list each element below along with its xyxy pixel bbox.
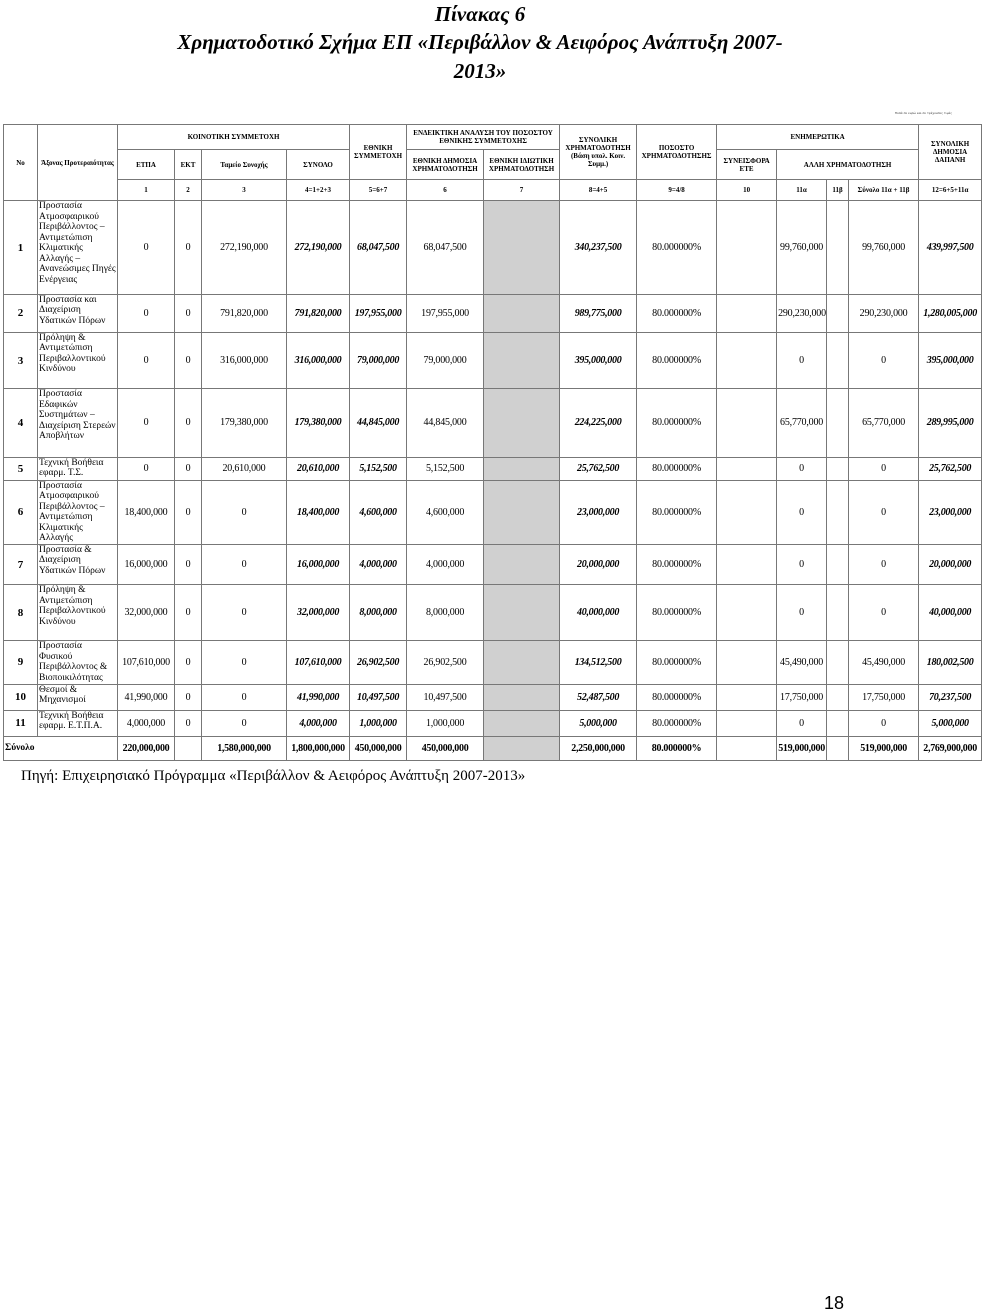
table-row [4,294,982,332]
cell-pososto: 80.000000% [637,332,717,388]
header-syneisfora: ΣΥΝΕΙΣΦΟΡΑ ΕΤΕ [717,150,777,180]
cell-ete [717,332,777,388]
cell-allb [827,389,849,457]
cell-pososto: 80.000000% [637,457,717,480]
cell-ekt: 0 [175,544,202,584]
page-subtitle-line1: Χρηματοδοτικό Σχήμα ΕΠ «Περιβάλλον & Αειφόρος Ανάπτυξη 2007- [177,30,783,54]
cell-ekt: 0 [175,457,202,480]
header-koinotiki: ΚΟΙΝΟΤΙΚΗ ΣΥΜΜΕΤΟΧΗ [118,125,350,150]
cell-pososto: 80.000000% [637,389,717,457]
cell-alla: 0 [777,585,827,641]
total-label: Σύνολο [4,736,118,760]
cell-ekt: 0 [175,585,202,641]
cell-synoliki: 5,000,000 [560,710,637,736]
header-synolo: ΣΥΝΟΛΟ [287,150,350,180]
cell-dimosia: 20,000,000 [919,544,982,584]
table-row [4,480,982,544]
cell-ethniki: 1,000,000 [350,710,407,736]
cell-ed: 44,845,000 [407,389,484,457]
cell-ethniki: 197,955,000 [350,294,407,332]
colnum: 1 [118,180,175,201]
cell-dimosia: 289,995,000 [919,389,982,457]
header-synoliki-dimosia: ΣΥΝΟΛΙΚΗ ΔΗΜΟΣΙΑ ΔΑΠΑΝΗ [919,125,982,180]
cell-allsum: 0 [849,332,919,388]
table-row [4,544,982,584]
cell-allsum: 65,770,000 [849,389,919,457]
row-number: 5 [4,457,38,480]
header-note: Ποσά σε ευρώ και σε τρέχουσες τιμές [894,111,952,115]
page-title: Πίνακας 6 [434,2,526,26]
cell-ed: 79,000,000 [407,332,484,388]
header-pososto: ΠΟΣΟΣΤΟ ΧΡΗΜΑΤΟΔΟΤΗΣΗΣ [637,125,717,180]
colnum: Σύνολο 11α + 11β [849,180,919,201]
cell-allb [827,585,849,641]
cell-allsum: 0 [849,585,919,641]
row-number: 1 [4,201,38,294]
cell-ei [484,201,560,294]
cell-ei [484,710,560,736]
cell-alla: 99,760,000 [777,201,827,294]
cell-alla: 290,230,000 [777,294,827,332]
cell-allsum: 45,490,000 [849,641,919,684]
cell-tameio: 179,380,000 [202,389,287,457]
cell-etpa: 107,610,000 [118,641,175,684]
cell-tameio: 20,610,000 [202,457,287,480]
cell-synolo: 16,000,000 [287,544,350,584]
colnum: 3 [202,180,287,201]
cell-etpa: 41,990,000 [118,684,175,710]
cell-synolo: 179,380,000 [287,389,350,457]
cell-ei [484,332,560,388]
cell-ethniki: 4,000,000 [350,544,407,584]
cell-pososto: 80.000000% [637,294,717,332]
row-number: 11 [4,710,38,736]
cell-ete [717,294,777,332]
cell-allb [827,544,849,584]
colnum: 7 [484,180,560,201]
cell-allb [827,332,849,388]
cell-synolo: 107,610,000 [287,641,350,684]
cell-dimosia: 40,000,000 [919,585,982,641]
cell-allsum: 0 [849,544,919,584]
axis-name: Θεσμοί & Μηχανισμοί [38,684,118,710]
cell-etpa: 18,400,000 [118,480,175,544]
header-axis: Άξονας Προτεραιότητας [38,125,118,201]
cell-ekt: 0 [175,710,202,736]
total-ekt [175,736,202,760]
cell-alla: 17,750,000 [777,684,827,710]
header-alli: ΑΛΛΗ ΧΡΗΜΑΤΟΔΟΤΗΣΗ [777,150,919,180]
total-ethniki: 450,000,000 [350,736,407,760]
cell-synolo: 272,190,000 [287,201,350,294]
cell-ekt: 0 [175,201,202,294]
total-allb [827,736,849,760]
cell-allsum: 0 [849,710,919,736]
colnum: 6 [407,180,484,201]
cell-pososto: 80.000000% [637,641,717,684]
row-number: 3 [4,332,38,388]
colnum: 8=4+5 [560,180,637,201]
cell-ethniki: 79,000,000 [350,332,407,388]
axis-name: Προστασία και Διαχείριση Υδατικών Πόρων [38,294,118,332]
cell-ei [484,585,560,641]
cell-ete [717,710,777,736]
colnum: 5=6+7 [350,180,407,201]
cell-ete [717,389,777,457]
cell-ete [717,201,777,294]
cell-dimosia: 439,997,500 [919,201,982,294]
cell-ed: 10,497,500 [407,684,484,710]
cell-allb [827,480,849,544]
total-row [4,736,982,760]
cell-synoliki: 52,487,500 [560,684,637,710]
cell-alla: 0 [777,480,827,544]
cell-ete [717,544,777,584]
header-tameio: Ταμείο Συνοχής [202,150,287,180]
cell-ed: 4,000,000 [407,544,484,584]
cell-pososto: 80.000000% [637,585,717,641]
row-number: 7 [4,544,38,584]
table-row [4,710,982,736]
cell-allb [827,641,849,684]
row-number: 8 [4,585,38,641]
source-note: Πηγή: Επιχειρησιακό Πρόγραμμα «Περιβάλλον & Αειφόρος Ανάπτυξη 2007-2013» [21,768,526,784]
cell-allsum: 99,760,000 [849,201,919,294]
cell-ete [717,684,777,710]
table-row [4,201,982,294]
cell-ei [484,480,560,544]
cell-ethniki: 26,902,500 [350,641,407,684]
header-no: No [4,125,38,201]
page-subtitle-line2: 2013» [453,59,507,83]
cell-tameio: 0 [202,684,287,710]
cell-ed: 5,152,500 [407,457,484,480]
cell-allsum: 290,230,000 [849,294,919,332]
cell-synoliki: 989,775,000 [560,294,637,332]
cell-allb [827,684,849,710]
cell-ed: 8,000,000 [407,585,484,641]
cell-pososto: 80.000000% [637,684,717,710]
cell-etpa: 4,000,000 [118,710,175,736]
axis-name: Προστασία Εδαφικών Συστημάτων – Διαχείριση Στερεών Αποβλήτων [38,389,118,457]
row-number: 4 [4,389,38,457]
table-row [4,457,982,480]
cell-ethniki: 68,047,500 [350,201,407,294]
cell-synoliki: 224,225,000 [560,389,637,457]
cell-etpa: 0 [118,332,175,388]
cell-tameio: 316,000,000 [202,332,287,388]
row-number: 10 [4,684,38,710]
row-number: 9 [4,641,38,684]
cell-etpa: 16,000,000 [118,544,175,584]
axis-name: Τεχνική Βοήθεια εφαρμ. Τ.Σ. [38,457,118,480]
cell-synolo: 18,400,000 [287,480,350,544]
cell-ed: 26,902,500 [407,641,484,684]
cell-etpa: 0 [118,201,175,294]
header-ekt: ΕΚΤ [175,150,202,180]
cell-alla: 45,490,000 [777,641,827,684]
cell-pososto: 80.000000% [637,710,717,736]
cell-allb [827,457,849,480]
axis-name: Προστασία Ατμοσφαιρικού Περιβάλλοντος – Αντιμετώπιση Κλιματικής Αλλαγής – Ανανεώσιμες Πηγές Ενέργειας [38,201,118,294]
total-etpa: 220,000,000 [118,736,175,760]
cell-synoliki: 23,000,000 [560,480,637,544]
cell-ete [717,585,777,641]
row-number: 6 [4,480,38,544]
table-row [4,389,982,457]
cell-ed: 1,000,000 [407,710,484,736]
cell-allsum: 0 [849,457,919,480]
cell-alla: 0 [777,544,827,584]
axis-name: Προστασία & Διαχείριση Υδατικών Πόρων [38,544,118,584]
cell-synolo: 4,000,000 [287,710,350,736]
colnum: 11α [777,180,827,201]
cell-synoliki: 340,237,500 [560,201,637,294]
cell-pososto: 80.000000% [637,480,717,544]
axis-name: Πρόληψη & Αντιμετώπιση Περιβαλλοντικού Κινδύνου [38,585,118,641]
cell-synoliki: 395,000,000 [560,332,637,388]
cell-synoliki: 40,000,000 [560,585,637,641]
row-number: 2 [4,294,38,332]
cell-alla: 0 [777,710,827,736]
cell-ed: 4,600,000 [407,480,484,544]
cell-ekt: 0 [175,684,202,710]
cell-dimosia: 395,000,000 [919,332,982,388]
colnum: 10 [717,180,777,201]
cell-dimosia: 1,280,005,000 [919,294,982,332]
cell-synolo: 791,820,000 [287,294,350,332]
total-pososto: 80.000000% [637,736,717,760]
cell-pososto: 80.000000% [637,544,717,584]
colnum: 12=6+5+11α [919,180,982,201]
table-row [4,684,982,710]
header-etpa: ΕΤΠΑ [118,150,175,180]
cell-ed: 68,047,500 [407,201,484,294]
total-synoliki: 2,250,000,000 [560,736,637,760]
page-number: 18 [823,1293,844,1313]
cell-alla: 0 [777,457,827,480]
header-endeiktiki: ΕΝΔΕΙΚΤΙΚΗ ΑΝΑΛΥΣΗ ΤΟΥ ΠΟΣΟΣΤΟΥ ΕΘΝΙΚΗΣ ΣΥΜΜΕΤΟΧΗΣ [407,125,560,150]
cell-tameio: 0 [202,544,287,584]
total-allsum: 519,000,000 [849,736,919,760]
axis-name: Τεχνική Βοήθεια εφαρμ. Ε.Τ.Π.Α. [38,710,118,736]
cell-alla: 65,770,000 [777,389,827,457]
total-ete [717,736,777,760]
axis-name: Προστασία Φυσικού Περιβάλλοντος & Βιοποικιλότητας [38,641,118,684]
cell-dimosia: 5,000,000 [919,710,982,736]
cell-ei [484,641,560,684]
cell-dimosia: 23,000,000 [919,480,982,544]
cell-synoliki: 134,512,500 [560,641,637,684]
cell-ekt: 0 [175,641,202,684]
total-dimosia: 2,769,000,000 [919,736,982,760]
header-enimerotika: ΕΝΗΜΕΡΩΤΙΚΑ [717,125,919,150]
cell-ei [484,389,560,457]
cell-ete [717,641,777,684]
cell-ete [717,457,777,480]
cell-dimosia: 25,762,500 [919,457,982,480]
cell-ei [484,294,560,332]
cell-allb [827,201,849,294]
cell-ekt: 0 [175,389,202,457]
colnum: 2 [175,180,202,201]
cell-ed: 197,955,000 [407,294,484,332]
colnum: 4=1+2+3 [287,180,350,201]
axis-name: Προστασία Ατμοσφαιρικού Περιβάλλοντος – Αντιμετώπιση Κλιματικής Αλλαγής [38,480,118,544]
cell-ete [717,480,777,544]
header-ethniki: ΕΘΝΙΚΗ ΣΥΜΜΕΤΟΧΗ [350,125,407,180]
total-alla: 519,000,000 [777,736,827,760]
colnum: 11β [827,180,849,201]
cell-tameio: 0 [202,641,287,684]
cell-synoliki: 20,000,000 [560,544,637,584]
cell-allsum: 0 [849,480,919,544]
total-synolo: 1,800,000,000 [287,736,350,760]
cell-ekt: 0 [175,294,202,332]
cell-allb [827,710,849,736]
cell-tameio: 0 [202,585,287,641]
axis-name: Πρόληψη & Αντιμετώπιση Περιβαλλοντικού Κινδύνου [38,332,118,388]
header-synoliki: ΣΥΝΟΛΙΚΗ ΧΡΗΜΑΤΟΔΟΤΗΣΗ (Βάση υπολ. Κοιν. Συμμ.) [560,125,637,180]
colnum: 9=4/8 [637,180,717,201]
cell-etpa: 0 [118,294,175,332]
cell-dimosia: 180,002,500 [919,641,982,684]
table-row [4,585,982,641]
cell-allb [827,294,849,332]
cell-ekt: 0 [175,332,202,388]
table-body [4,125,982,761]
cell-synolo: 41,990,000 [287,684,350,710]
cell-dimosia: 70,237,500 [919,684,982,710]
cell-ethniki: 8,000,000 [350,585,407,641]
table-row [4,332,982,388]
cell-ekt: 0 [175,480,202,544]
cell-ethniki: 5,152,500 [350,457,407,480]
cell-tameio: 791,820,000 [202,294,287,332]
cell-allsum: 17,750,000 [849,684,919,710]
cell-tameio: 0 [202,480,287,544]
cell-ei [484,457,560,480]
cell-ethniki: 4,600,000 [350,480,407,544]
cell-ethniki: 10,497,500 [350,684,407,710]
cell-etpa: 0 [118,389,175,457]
cell-synolo: 316,000,000 [287,332,350,388]
cell-etpa: 0 [118,457,175,480]
cell-ei [484,544,560,584]
cell-pososto: 80.000000% [637,201,717,294]
header-ethniki-idiotiki: ΕΘΝΙΚΗ ΙΔΙΩΤΙΚΗ ΧΡΗΜΑΤΟΔΟΤΗΣΗ [484,150,560,180]
cell-tameio: 272,190,000 [202,201,287,294]
cell-tameio: 0 [202,710,287,736]
cell-etpa: 32,000,000 [118,585,175,641]
cell-synolo: 20,610,000 [287,457,350,480]
total-tameio: 1,580,000,000 [202,736,287,760]
total-ed: 450,000,000 [407,736,484,760]
cell-ei [484,684,560,710]
table-row [4,641,982,684]
total-ei [484,736,560,760]
cell-synoliki: 25,762,500 [560,457,637,480]
cell-alla: 0 [777,332,827,388]
cell-synolo: 32,000,000 [287,585,350,641]
cell-ethniki: 44,845,000 [350,389,407,457]
header-ethniki-dimosia: ΕΘΝΙΚΗ ΔΗΜΟΣΙΑ ΧΡΗΜΑΤΟΔΟΤΗΣΗ [407,150,484,180]
financing-table [3,124,982,761]
